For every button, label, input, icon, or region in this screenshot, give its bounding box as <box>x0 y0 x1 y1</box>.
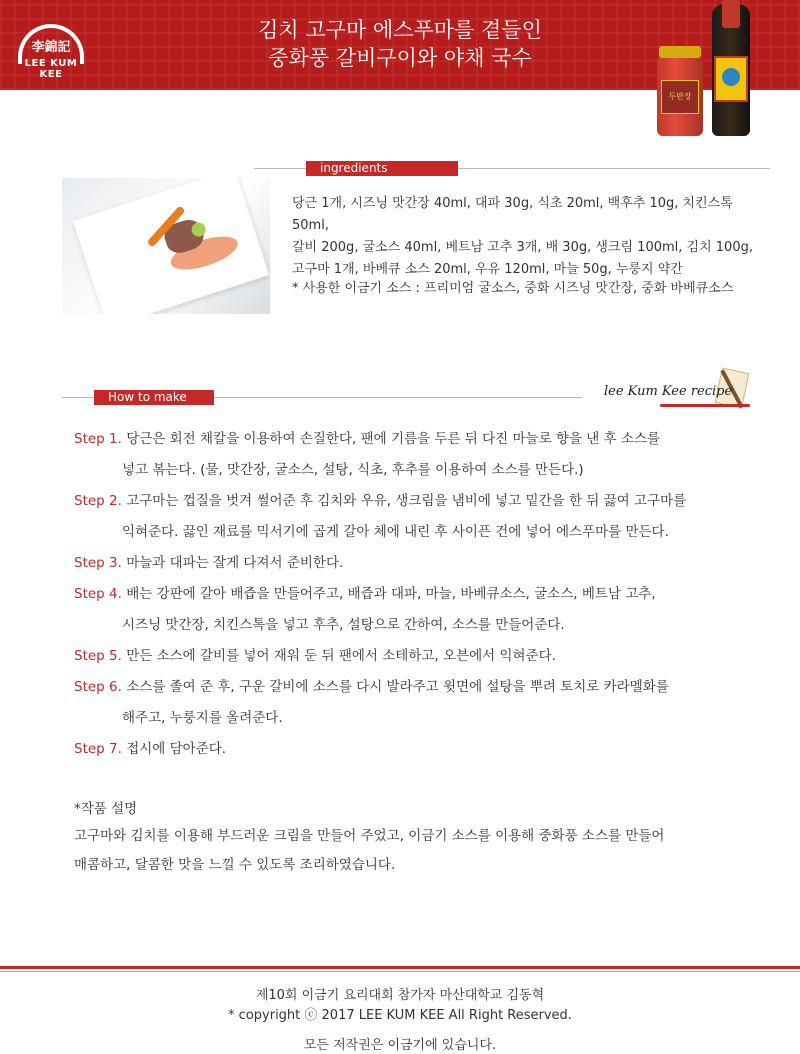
description-title: *작품 설명 <box>74 801 138 817</box>
footer-author: 제10회 이금기 요리대회 참가자 마산대학교 김동혁 <box>255 988 545 1003</box>
plate-shape <box>73 178 269 314</box>
bottle-label <box>714 56 748 102</box>
step-7 <box>74 734 754 765</box>
recipe-badge <box>600 368 760 414</box>
footer-divider <box>0 966 800 969</box>
step-2-continuation: 익혀준다. 끓인 재료를 믹서기에 곱게 갈아 체에 내린 후 사이픈 건에 넣어 에스푸마를 만든다. <box>122 524 669 540</box>
jar-label: 두반장 <box>661 80 699 114</box>
step-text: 당근은 회전 채칼을 이용하여 손질한다, 팬에 기름을 두른 뒤 다진 마늘로 향을 낸 후 소스를 <box>126 431 661 447</box>
how-to-section-bar <box>62 390 582 405</box>
logo-chinese-text: 李錦記 <box>31 40 71 55</box>
dish-photo <box>62 178 270 314</box>
step-text: 고구마는 껍질을 벗겨 썰어준 후 김치와 우유, 생크림을 냄비에 넣고 밑간을 한 뒤 끓여 고구마를 <box>126 493 687 509</box>
badge-underline <box>660 404 750 407</box>
recipe-badge-text: lee Kum Kee recipe <box>604 384 733 399</box>
ingredients-line-2: 갈비 200g, 굴소스 40ml, 베트남 고추 3개, 배 30g, 생크림 100ml, 김치 100g, <box>292 240 753 255</box>
step-4-continuation: 시즈닝 맛간장, 치킨스톡을 넣고 후추, 설탕으로 간하여, 소스를 만들어준다. <box>122 617 565 633</box>
sauce-bottle-image <box>712 4 750 136</box>
step-text: 배는 강판에 갈아 배즙을 만들어주고, 배즙과 대파, 마늘, 바베큐소스, 굴소스, 베트남 고추, <box>126 586 656 602</box>
step-label: Step 1. <box>74 431 122 447</box>
steps-list <box>74 424 754 765</box>
title-line-1: 김치 고구마 에스푸마를 곁들인 <box>258 18 542 42</box>
header-banner <box>0 0 800 101</box>
sauces-used-note: * 사용한 이금기 소스 : 프리미엄 굴소스, 중화 시즈닝 맛간장, 중화 바베큐소스 <box>292 281 734 296</box>
step-1-continuation: 넣고 볶는다. (물, 맛간장, 굴소스, 설탕, 식초, 후추를 이용하여 소스를 만든다.) <box>122 462 584 478</box>
bottle-cap <box>722 0 740 28</box>
step-6-continuation: 해주고, 누룽지를 올려준다. <box>122 710 283 726</box>
ingredients-line-3: 고구마 1개, 바베큐 소스 20ml, 우유 120ml, 마늘 50g, 누룽지 약간 <box>292 262 683 277</box>
step-text: 소스를 졸여 준 후, 구운 갈비에 소스를 다시 발라주고 윗면에 설탕을 뿌려 토치로 카라멜화를 <box>126 679 669 695</box>
step-text: 접시에 담아준다. <box>126 741 227 757</box>
step-text: 마늘과 대파는 잘게 다져서 준비한다. <box>126 555 344 571</box>
step-2 <box>74 486 754 517</box>
footer-rights: 모든 저작권은 이금기에 있습니다. <box>303 1038 497 1053</box>
description-line-2: 매콤하고, 달콤한 맛을 느낄 수 있도록 조리하였습니다. <box>74 857 396 873</box>
step-4 <box>74 579 754 610</box>
step-label: Step 7. <box>74 741 122 757</box>
sauce-jar-image <box>657 56 703 136</box>
lee-kum-kee-logo <box>14 18 88 80</box>
step-6 <box>74 672 754 703</box>
jar-lid <box>659 46 701 58</box>
description-text <box>74 822 764 880</box>
ingredients-list <box>292 193 762 281</box>
step-label: Step 6. <box>74 679 122 695</box>
step-label: Step 3. <box>74 555 122 571</box>
title-line-2: 중화풍 갈비구이와 야채 국수 <box>268 46 532 70</box>
how-to-tag: How to make <box>94 390 214 405</box>
step-3 <box>74 548 754 579</box>
step-label: Step 5. <box>74 648 122 664</box>
description-line-1: 고구마와 김치를 이용해 부드러운 크림을 만들어 주었고, 이금기 소스를 이용해 중화풍 소스를 만들어 <box>74 828 665 844</box>
step-label: Step 4. <box>74 586 122 602</box>
ingredients-line-1: 당근 1개, 시즈닝 맛간장 40ml, 대파 30g, 식초 20ml, 백후추 10g, 치킨스톡 50ml, <box>292 196 733 233</box>
step-5 <box>74 641 754 672</box>
step-1 <box>74 424 754 455</box>
step-text: 만든 소스에 갈비를 넣어 재워 둔 뒤 팬에서 소테하고, 오븐에서 익혀준다. <box>126 648 556 664</box>
step-label: Step 2. <box>74 493 122 509</box>
logo-english-text: LEE KUM KEE <box>24 58 78 80</box>
footer-copyright: * copyright ⓒ 2017 LEE KUM KEE All Right Reserved. <box>228 1008 572 1023</box>
ingredients-section-bar <box>254 161 770 176</box>
footer-divider-thin <box>0 971 800 972</box>
recipe-title <box>160 16 640 72</box>
ingredients-tag: ingredients <box>306 161 458 176</box>
